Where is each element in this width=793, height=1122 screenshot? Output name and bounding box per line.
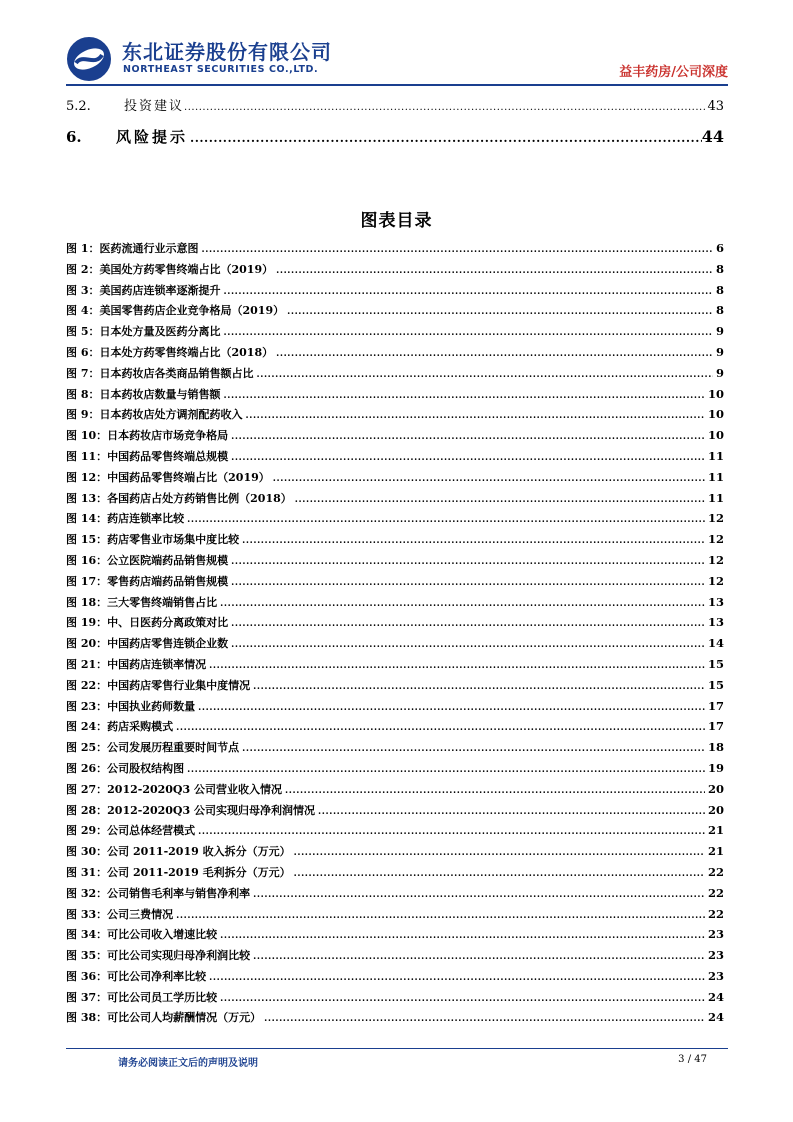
- toc-leader-dots: [245, 411, 705, 421]
- figure-title: 中国执业药师数量: [107, 699, 196, 713]
- company-name-en: NORTHEAST SECURITIES CO.,LTD.: [123, 64, 319, 75]
- figure-label: 图 31：: [66, 865, 108, 879]
- figure-title: 日本药妆店各类商品销售额占比: [99, 366, 254, 380]
- figure-list-item[interactable]: [66, 510, 724, 531]
- toc-leader-dots: [231, 619, 705, 629]
- company-name-cn: 东北证券股份有限公司: [122, 40, 332, 64]
- figure-title: 公司 2011-2019 毛利拆分（万元）: [107, 865, 291, 879]
- figure-title: 公司销售毛利率与销售净利率: [107, 886, 251, 900]
- figure-label: 图 2：: [66, 262, 100, 276]
- toc-entry-page: 43: [707, 99, 724, 114]
- figure-label: 图 33：: [66, 907, 108, 921]
- figure-list-item[interactable]: [66, 926, 724, 947]
- figure-list-item[interactable]: [66, 344, 724, 365]
- figure-page: 10: [707, 386, 724, 401]
- figure-label: 图 29：: [66, 824, 108, 838]
- figure-title: 美国药店连锁率逐渐提升: [99, 283, 221, 297]
- figure-title: 公司股权结构图: [107, 761, 185, 775]
- figure-page: 9: [715, 324, 724, 339]
- figure-label: 图 15：: [66, 533, 108, 547]
- toc-leader-dots: [198, 703, 705, 713]
- toc-leader-dots: [253, 952, 705, 962]
- toc-entry-number: 6.: [66, 128, 82, 146]
- figure-label: 图 17：: [66, 574, 108, 588]
- figure-page: 23: [707, 948, 724, 963]
- figure-title: 零售药店端药品销售规模: [107, 574, 229, 588]
- figure-list-item[interactable]: [66, 365, 724, 386]
- toc-leader-dots: [294, 869, 705, 879]
- figure-page: 23: [707, 927, 724, 942]
- figure-label: 图 28：: [66, 803, 108, 817]
- figure-title: 公司 2011-2019 收入拆分（万元）: [107, 845, 291, 859]
- figure-page: 10: [707, 428, 724, 443]
- figure-page: 20: [707, 781, 724, 796]
- figure-title: 可比公司人均薪酬情况（万元）: [107, 1011, 262, 1025]
- figure-list-item[interactable]: [66, 822, 724, 843]
- figure-label: 图 18：: [66, 595, 108, 609]
- figure-page: 11: [707, 469, 724, 484]
- figure-label: 图 16：: [66, 553, 108, 567]
- toc-leader-dots: [231, 432, 705, 442]
- figure-label: 图 13：: [66, 491, 108, 505]
- figure-label: 图 30：: [66, 845, 108, 859]
- toc-leader-dots: [295, 495, 705, 505]
- figure-page: 15: [707, 656, 724, 671]
- figure-page: 12: [707, 573, 724, 588]
- figure-title: 可比公司净利率比较: [107, 969, 207, 983]
- toc-leader-dots: [220, 994, 705, 1004]
- figure-page: 8: [715, 282, 724, 297]
- company-logo-icon: [66, 36, 112, 82]
- figure-page: 15: [707, 677, 724, 692]
- figure-list-item[interactable]: [66, 656, 724, 677]
- figure-label: 图 9：: [66, 408, 100, 422]
- figure-title: 各国药店占处方药销售比例（2018）: [107, 491, 292, 505]
- figure-title: 日本药妆店数量与销售额: [99, 387, 221, 401]
- figure-title: 药店零售业市场集中度比较: [107, 533, 240, 547]
- toc-leader-dots: [287, 307, 713, 317]
- page-indicator: 3 / 47: [678, 1054, 707, 1065]
- figure-page: 19: [707, 760, 724, 775]
- figure-list-item[interactable]: [66, 718, 724, 739]
- figure-title: 中、日医药分离政策对比: [107, 616, 229, 630]
- toc-leader-dots: [220, 599, 705, 609]
- toc-leader-dots: [176, 723, 705, 733]
- figure-label: 图 4：: [66, 304, 100, 318]
- figure-title: 2012-2020Q3 公司实现归母净利润情况: [107, 803, 316, 817]
- figure-list-item[interactable]: [66, 448, 724, 469]
- toc-leader-dots: [231, 640, 705, 650]
- figure-title: 可比公司实现归母净利润比较: [107, 949, 251, 963]
- toc-leader-dots: [220, 931, 705, 941]
- figure-list-item[interactable]: [66, 490, 724, 511]
- figure-page: 12: [707, 552, 724, 567]
- figure-label: 图 10：: [66, 429, 108, 443]
- figure-title: 医药流通行业示意图: [99, 242, 199, 255]
- figure-label: 图 38：: [66, 1011, 108, 1025]
- figure-list-item[interactable]: [66, 698, 724, 719]
- figure-label: 图 12：: [66, 470, 108, 484]
- figure-list-item[interactable]: [66, 573, 724, 594]
- figure-list-item[interactable]: [66, 781, 724, 802]
- figure-page: 12: [707, 532, 724, 547]
- figure-title: 美国处方药零售终端占比（2019）: [99, 262, 274, 276]
- figure-page: 23: [707, 968, 724, 983]
- figure-title: 中国药店零售行业集中度情况: [107, 678, 251, 692]
- figure-title: 日本处方药零售终端占比（2018）: [99, 345, 274, 359]
- header-divider: [66, 84, 728, 86]
- figure-title: 药店连锁率比较: [107, 512, 185, 526]
- figure-page: 21: [707, 823, 724, 838]
- figure-label: 图 6：: [66, 345, 100, 359]
- figure-title: 日本药妆店市场竞争格局: [107, 429, 229, 443]
- figure-list: [66, 240, 724, 1030]
- figure-page: 12: [707, 511, 724, 526]
- figure-title: 公司三费情况: [107, 907, 174, 921]
- figure-page: 8: [715, 303, 724, 318]
- toc-leader-dots: [223, 391, 705, 401]
- footer-divider: [66, 1048, 728, 1049]
- figure-label: 图 21：: [66, 657, 108, 671]
- toc-leader-dots: [242, 536, 705, 546]
- figure-page: 11: [707, 490, 724, 505]
- figure-list-item[interactable]: [66, 760, 724, 781]
- figure-title: 日本处方量及医药分离比: [99, 325, 221, 339]
- toc-leader-dots: [285, 786, 705, 796]
- figure-title: 日本药妆店处方调剂配药收入: [99, 408, 243, 422]
- toc-leader-dots: [184, 102, 707, 113]
- figure-page: 17: [707, 719, 724, 734]
- toc-leader-dots: [176, 911, 705, 921]
- toc-leader-dots: [187, 765, 705, 775]
- figure-list-item[interactable]: [66, 323, 724, 344]
- figure-list-title: 图表目录: [360, 211, 433, 231]
- figure-title: 可比公司员工学历比较: [107, 990, 218, 1004]
- figure-page: 6: [715, 241, 724, 255]
- figure-list-item[interactable]: [66, 677, 724, 698]
- figure-label: 图 26：: [66, 761, 108, 775]
- figure-label: 图 34：: [66, 928, 108, 942]
- figure-label: 图 36：: [66, 969, 108, 983]
- toc-leader-dots: [209, 973, 705, 983]
- figure-label: 图 24：: [66, 720, 108, 734]
- figure-page: 21: [707, 844, 724, 859]
- figure-list-item[interactable]: [66, 406, 724, 427]
- figure-list-item[interactable]: [66, 531, 724, 552]
- figure-list-item[interactable]: [66, 614, 724, 635]
- figure-label: 图 14：: [66, 512, 108, 526]
- figure-list-item[interactable]: [66, 594, 724, 615]
- figure-page: 13: [707, 615, 724, 630]
- figure-label: 图 20：: [66, 637, 108, 651]
- figure-list-item[interactable]: [66, 552, 724, 573]
- figure-page: 13: [707, 594, 724, 609]
- toc-entry-title: 投资建议: [124, 99, 185, 114]
- toc-leader-dots: [231, 557, 705, 567]
- figure-list-item[interactable]: [66, 427, 724, 448]
- toc-leader-dots: [242, 744, 705, 754]
- figure-list-item[interactable]: [66, 864, 724, 885]
- figure-title: 公司发展历程重要时间节点: [107, 741, 240, 755]
- figure-title: 可比公司收入增速比较: [107, 928, 218, 942]
- toc-leader-dots: [201, 245, 713, 255]
- figure-title: 中国药店零售连锁企业数: [107, 637, 229, 651]
- figure-page: 11: [707, 448, 724, 463]
- figure-title: 药店采购模式: [107, 720, 174, 734]
- figure-title: 中国药品零售终端占比（2019）: [107, 470, 270, 484]
- toc-leader-dots: [253, 682, 705, 692]
- figure-page: 14: [707, 636, 724, 651]
- figure-label: 图 32：: [66, 886, 108, 900]
- toc-leader-dots: [273, 474, 705, 484]
- toc-entry-6[interactable]: [66, 126, 724, 147]
- figure-list-item[interactable]: [66, 843, 724, 864]
- figure-page: 22: [707, 885, 724, 900]
- toc-leader-dots: [264, 1014, 705, 1024]
- figure-label: 图 5：: [66, 325, 100, 339]
- figure-list-item[interactable]: [66, 386, 724, 407]
- figure-list-item[interactable]: [66, 282, 724, 303]
- figure-title: 公司总体经营模式: [107, 824, 196, 838]
- figure-list-item[interactable]: [66, 739, 724, 760]
- toc-entry-5-2[interactable]: [66, 95, 724, 114]
- figure-page: 24: [707, 989, 724, 1004]
- figure-page: 18: [707, 740, 724, 755]
- figure-label: 图 35：: [66, 949, 108, 963]
- figure-label: 图 22：: [66, 678, 108, 692]
- toc-leader-dots: [276, 349, 713, 359]
- figure-label: 图 8：: [66, 387, 100, 401]
- figure-title: 2012-2020Q3 公司营业收入情况: [107, 782, 283, 796]
- toc-leader-dots: [231, 453, 705, 463]
- toc-leader-dots: [318, 807, 705, 817]
- toc-leader-dots: [294, 848, 705, 858]
- figure-page: 9: [715, 365, 724, 380]
- toc-leader-dots: [190, 131, 702, 145]
- toc-leader-dots: [276, 266, 713, 276]
- toc-entry-title: 风险提示: [116, 128, 189, 146]
- figure-label: 图 19：: [66, 616, 108, 630]
- figure-page: 22: [707, 864, 724, 879]
- figure-page: 22: [707, 906, 724, 921]
- toc-entry-page: 44: [701, 127, 724, 146]
- figure-title: 美国零售药店企业竞争格局（2019）: [99, 304, 285, 318]
- toc-leader-dots: [253, 890, 705, 900]
- figure-title: 公立医院端药品销售规模: [107, 553, 229, 567]
- figure-label: 图 27：: [66, 782, 108, 796]
- figure-page: 20: [707, 802, 724, 817]
- figure-list-item[interactable]: [66, 885, 724, 906]
- toc-leader-dots: [231, 578, 705, 588]
- figure-title: 三大零售终端销售占比: [107, 595, 218, 609]
- figure-label: 图 3：: [66, 283, 100, 297]
- figure-label: 图 25：: [66, 741, 108, 755]
- figure-label: 图 37：: [66, 990, 108, 1004]
- toc-leader-dots: [256, 370, 713, 380]
- figure-list-item[interactable]: [66, 968, 724, 989]
- figure-page: 10: [707, 407, 724, 422]
- toc-leader-dots: [223, 328, 713, 338]
- toc-leader-dots: [209, 661, 705, 671]
- toc-leader-dots: [187, 515, 705, 525]
- footer-disclaimer: 请务必阅读正文后的声明及说明: [118, 1058, 258, 1069]
- figure-list-item[interactable]: [66, 989, 724, 1010]
- figure-page: 8: [715, 261, 724, 276]
- figure-label: 图 1：: [66, 242, 100, 255]
- figure-list-item[interactable]: [66, 1009, 724, 1030]
- figure-title: 中国药品零售终端总规模: [107, 449, 229, 463]
- figure-label: 图 23：: [66, 699, 108, 713]
- figure-label: 图 7：: [66, 366, 100, 380]
- page-header: [66, 30, 728, 84]
- figure-list-item[interactable]: [66, 302, 724, 323]
- figure-list-item[interactable]: [66, 469, 724, 490]
- figure-page: 24: [707, 1010, 724, 1025]
- toc-entry-number: 5.2.: [66, 99, 91, 114]
- figure-list-item[interactable]: [66, 261, 724, 282]
- figure-list-item[interactable]: [66, 802, 724, 823]
- report-tag: 益丰药房/公司深度: [619, 65, 728, 80]
- figure-title: 中国药店连锁率情况: [107, 657, 207, 671]
- figure-page: 17: [707, 698, 724, 713]
- toc-leader-dots: [223, 287, 713, 297]
- figure-label: 图 11：: [66, 449, 108, 463]
- figure-list-item[interactable]: [66, 947, 724, 968]
- toc-leader-dots: [198, 827, 705, 837]
- figure-list-item[interactable]: [66, 240, 724, 261]
- figure-list-item[interactable]: [66, 635, 724, 656]
- figure-page: 9: [715, 344, 724, 359]
- figure-list-item[interactable]: [66, 906, 724, 927]
